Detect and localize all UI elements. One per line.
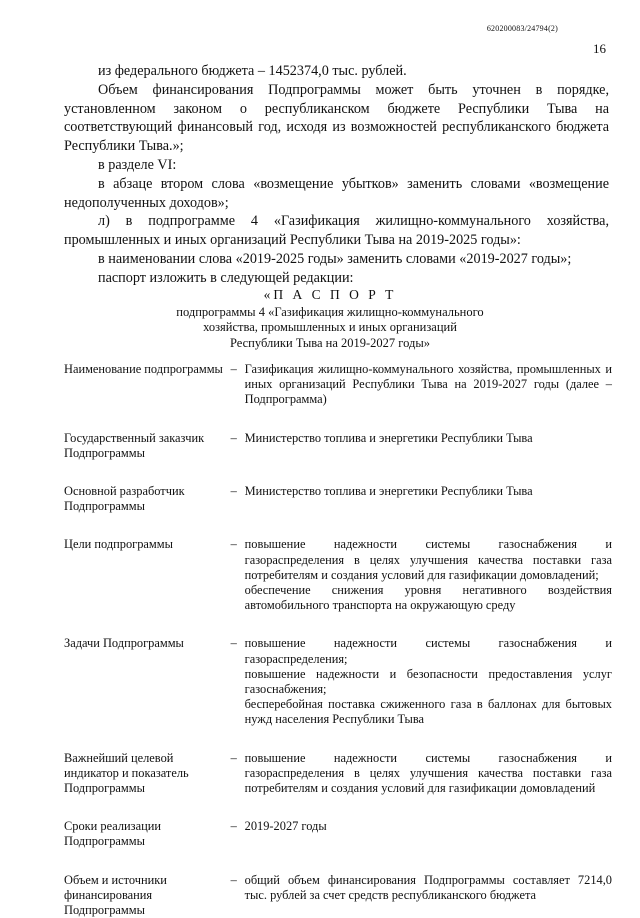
row-label: Важнейший целевой индикатор и показатель Подпрограммы <box>64 750 189 796</box>
row-label: Наименование подпрограммы <box>64 362 223 376</box>
passport-row <box>64 636 612 750</box>
row-label: Государственный заказчик Подпрограммы <box>64 430 205 460</box>
row-value-line: повышение надежности системы газоснабжения и газораспределения; <box>244 636 612 666</box>
passport-row <box>64 751 612 820</box>
row-value-line: повышение надежности системы газоснабжения и газораспределения в целях улучшения качества поставки газа потребителям и создания условий для газификации домовладений; <box>244 537 612 582</box>
body-text <box>64 62 609 288</box>
row-value-line: Министерство топлива и энергетики Республики Тыва <box>244 430 533 445</box>
passport-row <box>64 362 612 431</box>
paragraph: из федерального бюджета – 1452374,0 тыс. рублей. <box>98 63 407 79</box>
passport-subtitle-line: подпрограммы 4 «Газификация жилищно-коммунального <box>176 304 484 319</box>
row-value <box>245 751 612 820</box>
paragraph: в наименовании слова «2019-2025 годы» заменить словами «2019-2027 годы»; <box>98 250 572 267</box>
row-value <box>245 636 612 750</box>
row-value <box>245 537 612 636</box>
row-dash: – <box>230 430 237 445</box>
passport-table <box>64 362 612 918</box>
row-value <box>245 484 612 537</box>
passport-row <box>64 819 612 872</box>
paragraph: л) в подпрограмме 4 «Газификация жилищно-коммунального хозяйства, промышленных и иных организаций Республики Тыва на 2019-2025 годы»: <box>64 213 609 249</box>
passport-title <box>60 287 600 351</box>
row-value-line: бесперебойная поставка сжиженного газа в баллонах для бытовых нужд населения Республики Тыва <box>244 697 612 727</box>
row-value-line: Газификация жилищно-коммунального хозяйства, промышленных и иных организаций Республики Тыва на 2019-2027 годы (далее – Подпрограмма) <box>244 362 612 407</box>
row-value-line: повышение надежности системы газоснабжения и газораспределения в целях улучшения качества поставки газа потребителям и создания условий для газификации домовладений <box>244 750 612 796</box>
row-label: Сроки реализации Подпрограммы <box>64 819 161 849</box>
row-label: Задачи Подпрограммы <box>64 636 184 651</box>
row-value <box>245 362 612 431</box>
row-value <box>245 873 612 918</box>
passport-subtitle-line: хозяйства, промышленных и иных организаций <box>203 320 457 334</box>
row-value <box>245 431 612 484</box>
row-label: Основной разработчик Подпрограммы <box>64 484 185 514</box>
paragraph: Объем финансирования Подпрограммы может быть уточнен в порядке, установленном законом о республиканском бюджете Республики Тыва на соответствующий финансовый год, исходя из возможностей республиканского бюджета Республики Тыва.»; <box>64 81 609 155</box>
page-number: 16 <box>593 41 606 56</box>
paragraph: паспорт изложить в следующей редакции: <box>98 269 354 286</box>
row-dash: – <box>230 750 237 765</box>
passport-heading: «П А С П О Р Т <box>263 287 397 302</box>
document-code: 620200083/24794(2) <box>486 24 558 33</box>
row-value-line: повышение надежности и безопасности предоставления услуг газоснабжения; <box>244 666 612 697</box>
passport-row <box>64 873 612 918</box>
row-dash: – <box>230 484 237 499</box>
passport-row <box>64 431 612 484</box>
row-value <box>245 819 612 872</box>
row-value-line: общий объем финансирования Подпрограммы составляет 7214,0 тыс. рублей за счет средств республиканского бюджета <box>244 872 612 902</box>
row-dash: – <box>230 872 237 887</box>
passport-subtitle-line: Республики Тыва на 2019-2027 годы» <box>229 335 431 350</box>
row-dash: – <box>230 819 237 834</box>
row-label: Объем и источники финансирования Подпрограммы <box>64 872 167 918</box>
paragraph: в абзаце втором слова «возмещение убытков» заменить словами «возмещение недополученных доходов»; <box>64 175 609 211</box>
passport-row <box>64 537 612 636</box>
row-value-line: Министерство топлива и энергетики Республики Тыва <box>244 484 533 499</box>
row-label: Цели подпрограммы <box>64 537 173 552</box>
row-value-line: 2019-2027 годы <box>244 819 327 834</box>
paragraph: в разделе VI: <box>98 156 177 173</box>
row-value-line: обеспечение снижения уровня негативного воздействия автомобильного транспорта на окружающую среду <box>244 583 612 613</box>
row-dash: – <box>230 636 237 651</box>
row-dash: – <box>230 537 237 552</box>
passport-row <box>64 484 612 537</box>
row-dash: – <box>230 362 237 376</box>
